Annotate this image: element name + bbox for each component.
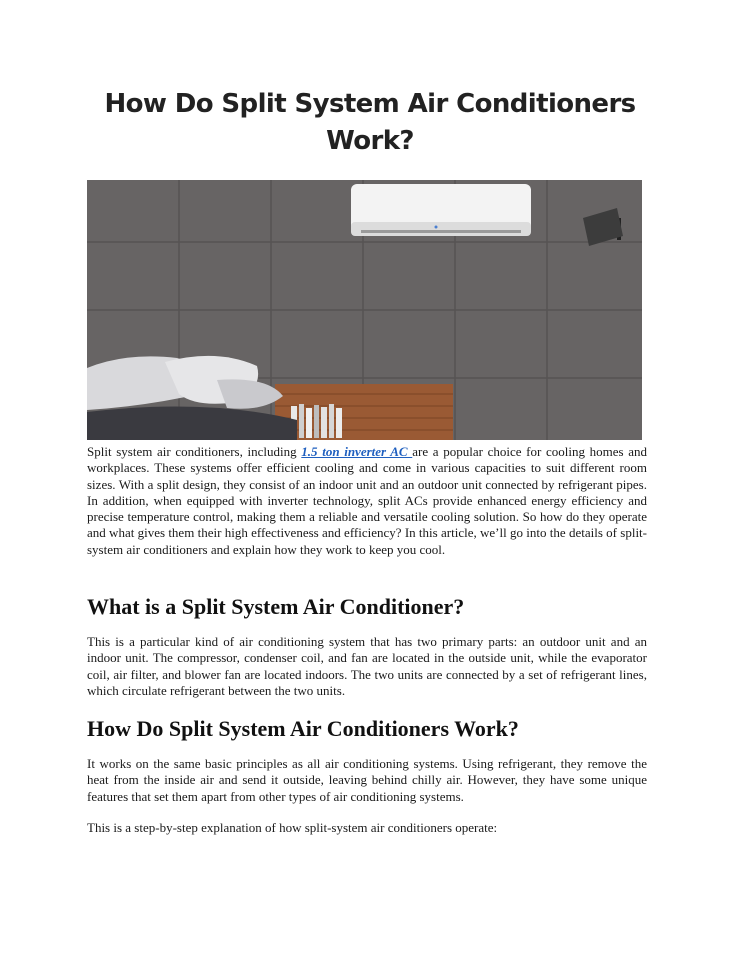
section2-paragraph-2: This is a step-by-step explanation of how split-system air conditioners operate:: [87, 820, 498, 835]
hero-illustration: [87, 180, 642, 440]
inverter-ac-link[interactable]: 1.5 ton inverter AC: [301, 444, 413, 459]
page-title: How Do Split System Air Conditioners Work?: [104, 89, 636, 156]
ac-indoor-unit: [351, 184, 531, 236]
hero-image: [87, 180, 642, 440]
section1-paragraph: This is a particular kind of air conditioning system that has two primary parts: an outdoor unit and an indoor unit. The compressor, condenser coil, and fan are located in the outside unit, while the evaporator coil, air filter, and blower fan are located indoors. The two units are connected by a set of refrigerant lines, which circulate refrigerant between the two units.: [87, 634, 647, 698]
section2-paragraph-1: It works on the same basic principles as all air conditioning systems. Using refrigerant, they remove the heat from the inside air and send it outside, leaving behind chilly air. However, they have some unique features that set them apart from other types of air conditioning systems.: [87, 756, 647, 804]
intro-paragraph: [87, 444, 647, 558]
section-heading-what-is: What is a Split System Air Conditioner?: [87, 594, 465, 619]
section-heading-how-work: How Do Split System Air Conditioners Work?: [87, 716, 519, 741]
intro-text-start: Split system air conditioners, including: [87, 444, 302, 459]
intro-text-rest: are a popular choice for cooling homes and workplaces. These systems offer efficient cooling and come in various capacities to suit different room sizes. With a split design, they consist of an indoor unit and an outdoor unit connected by refrigerant pipes. In addition, when equipped with inverter technology, split ACs provide enhanced energy efficiency and precise temperature control, making them a reliable and versatile cooling solution. So how do they operate and what gives them their high effectiveness and efficiency? In this article, we’ll go into the details of split-system air conditioners and explain how they work to keep you cool.: [87, 444, 647, 557]
